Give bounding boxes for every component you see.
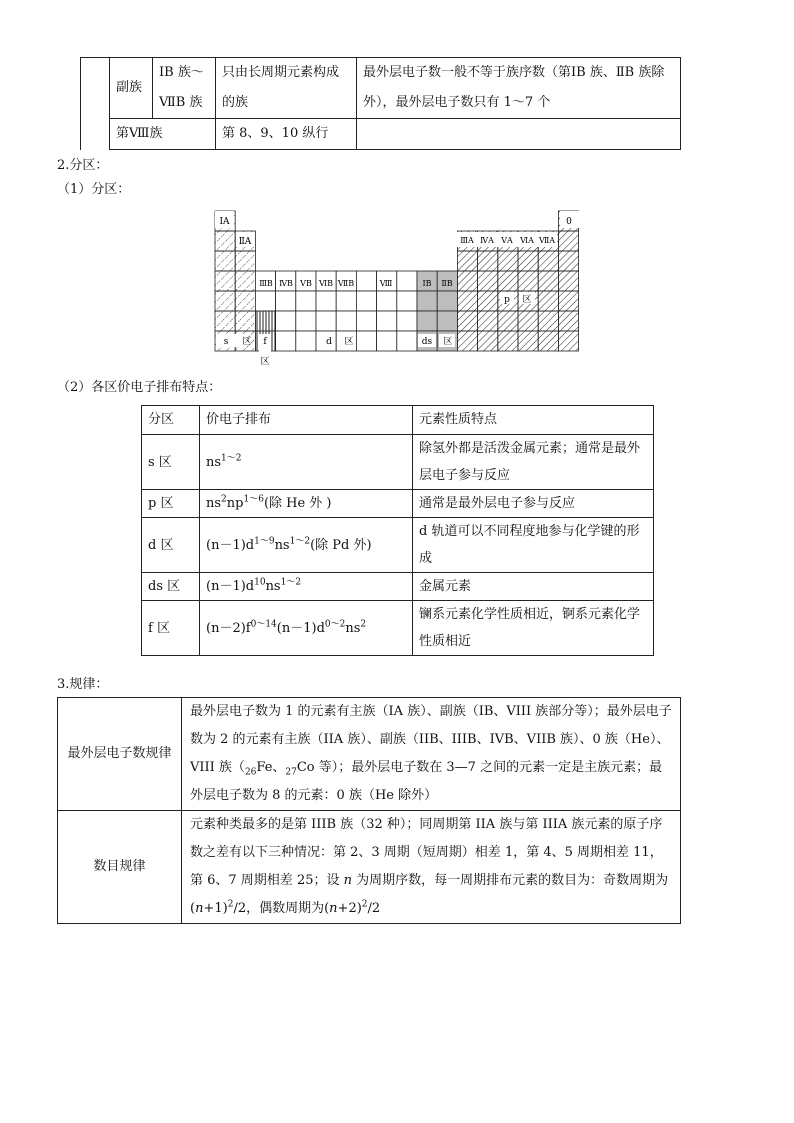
- diagram-cell: [417, 291, 437, 311]
- label-ds-qu: 区: [443, 337, 453, 347]
- diagram-cell: [518, 331, 538, 351]
- diagram-cell: [356, 271, 376, 291]
- diagram-cell: [498, 271, 518, 291]
- diagram-cell: [316, 311, 336, 331]
- diagram-cell: [518, 251, 538, 271]
- viii-cols-cell: [216, 119, 357, 150]
- section2-1-title: （1）分区：: [57, 182, 131, 197]
- header-config: 价电子排布: [200, 406, 413, 435]
- config-cell: $(n-1)d^{10}ns^{1\sim 2}$: [200, 573, 413, 601]
- label-zero: 0: [566, 217, 572, 227]
- rule-name-cell: 数目规律: [58, 811, 182, 924]
- label-via: ⅥA: [520, 236, 534, 245]
- diagram-cell: [215, 231, 235, 251]
- diagram-cell: [457, 331, 477, 351]
- label-vb: ⅤB: [300, 279, 312, 288]
- config-cell: $(n-1)d^{1\sim 9}ns^{1\sim 2}$(除 Pd 外): [200, 518, 413, 573]
- diagram-cell: [498, 331, 518, 351]
- diagram-cell: [356, 311, 376, 331]
- diagram-cell: [215, 271, 235, 291]
- header-zone: 分区: [142, 406, 200, 435]
- diagram-cell: [558, 311, 578, 331]
- diagram-cell: [437, 311, 457, 331]
- rule-name-cell: 最外层电子数规律: [58, 698, 182, 811]
- zone-cell: ds 区: [142, 573, 200, 601]
- label-d: d: [326, 337, 332, 347]
- section3-title: 3.规律：: [57, 677, 109, 692]
- diagram-cell: [538, 291, 558, 311]
- table-row: [58, 698, 681, 811]
- diagram-cell: [377, 291, 397, 311]
- composition-text: 只由长周期元素构成的族: [222, 65, 340, 110]
- diagram-cell: [457, 251, 477, 271]
- label-p-qu: 区: [522, 295, 532, 305]
- diagram-cell: [235, 271, 255, 291]
- diagram-cell: [558, 331, 578, 351]
- diagram-cell: [558, 231, 578, 251]
- diagram-cell: [377, 331, 397, 351]
- label-vib: ⅥB: [319, 279, 333, 288]
- group-table: [80, 57, 681, 150]
- diagram-cell: [498, 311, 518, 331]
- label-viia: ⅦA: [538, 236, 556, 245]
- trait-cell: 金属元素: [413, 573, 654, 601]
- zone-cell: s 区: [142, 435, 200, 490]
- table-header-row: [142, 406, 654, 435]
- label-d-qu: 区: [344, 337, 354, 347]
- diagram-cell: [437, 291, 457, 311]
- diagram-cell: [397, 331, 417, 351]
- label-ds: ds: [421, 337, 433, 347]
- group-range-cell: [153, 58, 216, 119]
- label-ivb: ⅣB: [279, 279, 293, 288]
- table-row: [142, 518, 654, 573]
- diagram-cell: [235, 311, 255, 331]
- diagram-cell: [457, 291, 477, 311]
- empty-cell: [81, 58, 110, 150]
- viii-name-cell: [110, 119, 216, 150]
- periodic-block-diagram: [214, 210, 580, 370]
- table-row: [81, 119, 681, 150]
- diagram-cell: [336, 291, 356, 311]
- diagram-cell: [478, 271, 498, 291]
- viii-note-cell: [357, 119, 681, 150]
- diagram-cell: [255, 291, 275, 311]
- table-row: [142, 573, 654, 601]
- composition-cell: [216, 58, 357, 119]
- diagram-cell: [296, 291, 316, 311]
- diagram-cell: [215, 291, 235, 311]
- diagram-cell: [417, 311, 437, 331]
- diagram-cell: [518, 271, 538, 291]
- header-trait: 元素性质特点: [413, 406, 654, 435]
- rule-text-cell: 最外层电子数为 1 的元素有主族（IA 族）、副族（IB、VIII 族部分等）；最外层电子数为 2 的元素有主族（IIA 族）、副族（IIB、IIIB、IVB、VIIB 族）、0 族（He）、VIII 族（$_{26}Fe$、$_{27}$Co 等）；最外层电子数在 3—7 之间的元素一定是主族元素；最外层电子数为 8 的元素：0 族（He 除外）: [182, 698, 681, 811]
- label-f-qu: 区: [260, 357, 270, 367]
- diagram-cell: [296, 331, 316, 351]
- diagram-cell: [478, 331, 498, 351]
- label-iib: ⅡB: [441, 279, 453, 288]
- diagram-cell: [558, 251, 578, 271]
- label-iia: ⅡA: [238, 237, 252, 247]
- config-cell: $ns^{1\sim 2}$: [200, 435, 413, 490]
- zone-table: [141, 405, 654, 656]
- table-row: [142, 490, 654, 518]
- diagram-cell: [538, 311, 558, 331]
- table-row: [142, 601, 654, 656]
- rule-text-cell: 元素种类最多的是第 IIIB 族（32 种）；同周期第 IIA 族与第 IIIA 族元素的原子序数之差有以下三种情况：第 2、3 周期（短周期）相差 1，第 4、5 周期相差 11，第 6、7 周期相差 25；设 n 为周期序数，每一周期排布元素的数目为：奇数周期为 $(n+1)^2/2$，偶数周期为$(n+2)^2/2$: [182, 811, 681, 924]
- diagram-cell: [478, 291, 498, 311]
- config-cell: $(n-2)f^{0\sim 14}(n-1)d^{0\sim 2}ns^2$: [200, 601, 413, 656]
- label-iiia: ⅢA: [460, 236, 474, 245]
- label-viib: ⅦB: [337, 279, 355, 288]
- label-iiib: ⅢB: [259, 279, 273, 288]
- group-name-cell: [110, 58, 153, 119]
- table-row: [81, 58, 681, 119]
- diagram-cell: [558, 271, 578, 291]
- zone-cell: f 区: [142, 601, 200, 656]
- viii-cols: 第 8、9、10 纵行: [222, 126, 329, 141]
- diagram-cell: [215, 251, 235, 271]
- note-text: 最外层电子数一般不等于族序数（第ⅠB 族、ⅡB 族除外），最外层电子数只有 1～7 个: [363, 65, 665, 110]
- diagram-cell: [397, 311, 417, 331]
- zone-cell: p 区: [142, 490, 200, 518]
- section2-title: 2.分区：: [57, 158, 109, 173]
- group-range: ⅠB 族～ⅦB 族: [159, 65, 204, 110]
- label-ia: ⅠA: [219, 217, 230, 227]
- diagram-cell: [498, 251, 518, 271]
- diagram-cell: [518, 311, 538, 331]
- label-va: ⅤA: [501, 236, 513, 245]
- rules-table: [57, 697, 681, 924]
- diagram-cell: [276, 291, 296, 311]
- table-row: [58, 811, 681, 924]
- diagram-cell: [215, 311, 235, 331]
- label-iva: ⅣA: [480, 236, 494, 245]
- diagram-cell: [377, 311, 397, 331]
- diagram-cell: [276, 331, 296, 351]
- group-name: 副族: [116, 80, 143, 95]
- diagram-cell: [538, 251, 558, 271]
- config-cell: $ns^2np^{1\sim 6}$(除 He 外 ): [200, 490, 413, 518]
- label-f: f: [263, 337, 267, 347]
- section2-2-title: （2）各区价电子排布特点：: [57, 380, 222, 395]
- diagram-cell: [235, 251, 255, 271]
- diagram-cell: [336, 311, 356, 331]
- diagram-cell: [478, 311, 498, 331]
- diagram-cell: [276, 311, 296, 331]
- diagram-cell: [235, 291, 255, 311]
- diagram-cell: [457, 311, 477, 331]
- diagram-cell: [356, 291, 376, 311]
- label-s-qu: 区: [242, 337, 252, 347]
- diagram-cell: [538, 331, 558, 351]
- trait-cell: 镧系元素化学性质相近，锕系元素化学性质相近: [413, 601, 654, 656]
- diagram-cell: [558, 291, 578, 311]
- diagram-cell: [356, 331, 376, 351]
- diagram-cell: [457, 271, 477, 291]
- diagram-cell: [255, 311, 275, 331]
- diagram-cell: [478, 251, 498, 271]
- label-ib: ⅠB: [422, 279, 432, 288]
- viii-name: 第Ⅷ族: [116, 126, 163, 141]
- diagram-cell: [296, 311, 316, 331]
- trait-cell: 除氢外都是活泼金属元素；通常是最外层电子参与反应: [413, 435, 654, 490]
- trait-cell: d 轨道可以不同程度地参与化学键的形成: [413, 518, 654, 573]
- table-row: [142, 435, 654, 490]
- diagram-cell: [316, 291, 336, 311]
- note-cell: [357, 58, 681, 119]
- diagram-cell: [397, 291, 417, 311]
- diagram-cell: [538, 271, 558, 291]
- label-viii: Ⅷ: [379, 279, 393, 288]
- diagram-cell: [397, 271, 417, 291]
- trait-cell: 通常是最外层电子参与反应: [413, 490, 654, 518]
- label-p: p: [504, 295, 510, 305]
- zone-cell: d 区: [142, 518, 200, 573]
- label-s: s: [223, 337, 229, 347]
